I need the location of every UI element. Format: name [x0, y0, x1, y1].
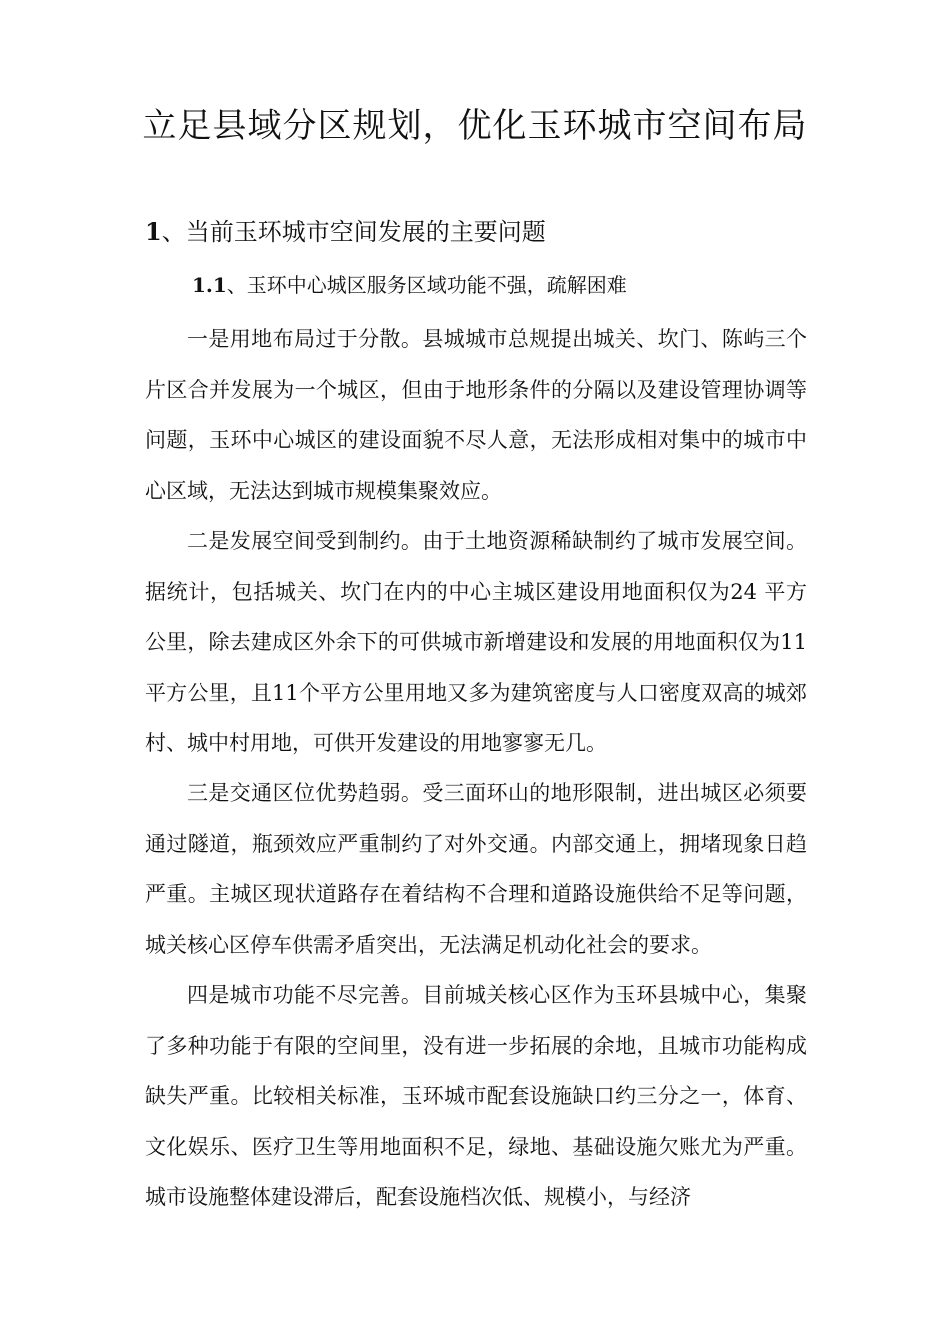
paragraph-land-use: 一是用地布局过于分散。县城城市总规提出城关、坎门、陈屿三个片区合并发展为一个城区，但由于地形条件的分隔以及建设管理协调等问题，玉环中心城区的建设面貌不尽人意，无法形成相对集中的城市中心区域，无法达到城市规模集聚效应。 — [145, 327, 807, 503]
subsection-title: 、玉环中心城区服务区域功能不强，疏解困难 — [226, 273, 627, 297]
paragraph-transport: 三是交通区位优势趋弱。受三面环山的地形限制，进出城区必须要通过隧道，瓶颈效应严重制约了对外交通。内部交通上，拥堵现象日趋严重。主城区现状道路存在着结构不合理和道路设施供给不足等问题，城关核心区停车供需矛盾突出，无法满足机动化社会的要求。 — [145, 781, 807, 957]
section-title: 、当前玉环城市空间发展的主要问题 — [161, 218, 546, 246]
paragraph-city-functions: 四是城市功能不尽完善。目前城关核心区作为玉环县城中心，集聚了多种功能于有限的空间里，没有进一步拓展的余地，且城市功能构成缺失严重。比较相关标准，玉环城市配套设施缺口约三分之一，体育、文化娱乐、医疗卫生等用地面积不足，绿地、基础设施欠账尤为严重。城市设施整体建设滞后，配套设施档次低、规模小，与经济 — [145, 983, 807, 1209]
subsection-number: 1.1 — [192, 273, 227, 297]
subsection-heading — [192, 268, 627, 302]
document-title: 立足县域分区规划，优化玉环城市空间布局 — [142, 106, 808, 146]
section-heading — [145, 212, 546, 252]
paragraph-development-space: 二是发展空间受到制约。由于土地资源稀缺制约了城市发展空间。据统计，包括城关、坎门在内的中心主城区建设用地面积仅为24 平方公里，除去建成区外余下的可供城市新增建设和发展的用地面积仅为11平方公里，且11个平方公里用地又多为建筑密度与人口密度双高的城郊村、城中村用地，可供开发建设的用地寥寥无几。 — [145, 529, 807, 755]
section-number: 1 — [145, 217, 162, 246]
